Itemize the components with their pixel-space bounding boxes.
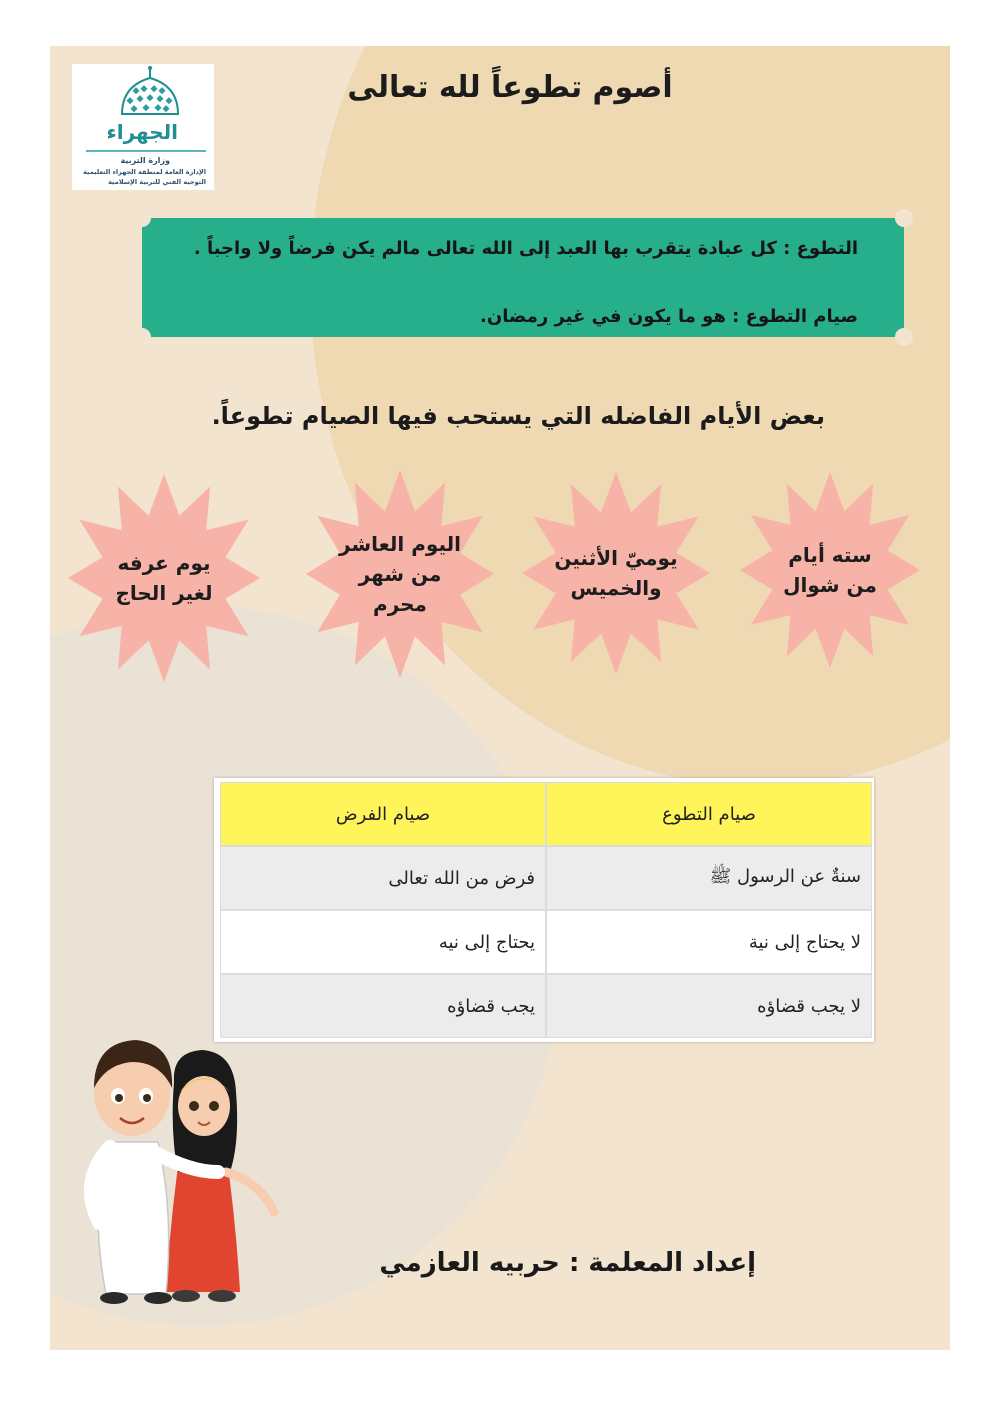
ministry-logo xyxy=(72,64,214,190)
logo-ministry-text: وزارة التربية xyxy=(120,156,170,165)
table-row xyxy=(220,974,872,1038)
star-badge-arafah xyxy=(68,474,260,682)
section-heading: بعض الأيام الفاضله التي يستحب فيها الصيام تطوعاً. xyxy=(211,402,825,430)
table-row xyxy=(220,910,872,974)
star-badge-ashura xyxy=(306,470,494,678)
table-row xyxy=(220,846,872,910)
star-text xyxy=(522,472,710,674)
children-illustration xyxy=(70,1022,290,1322)
box-notch xyxy=(895,209,913,227)
table-cell-tatawwu: سنةٌ عن الرسول ﷺ xyxy=(546,846,872,910)
definition-tatawwu: التطوع : كل عبادة يتقرب بها العبد إلى الله تعالى مالم يكن فرضاً ولا واجباً . xyxy=(193,238,858,259)
star-line: اليوم العاشر xyxy=(339,532,461,556)
star-line: يوم عرفه xyxy=(117,551,211,575)
star-line: محرم xyxy=(373,592,427,616)
star-line: لغير الحاج xyxy=(115,581,213,605)
logo-brand-text: الجهراء xyxy=(106,120,178,144)
table-cell-fard: يحتاج إلى نيه xyxy=(220,910,546,974)
logo-directorate-text: الإدارة العامة لمنطقة الجهراء التعليمية xyxy=(83,168,206,176)
star-line: يوميّ الأثنين xyxy=(554,546,678,570)
comparison-table xyxy=(214,778,874,1042)
box-notch xyxy=(895,328,913,346)
star-text xyxy=(740,472,920,668)
star-badge-shawwal xyxy=(740,472,920,668)
table-cell-tatawwu: لا يجب قضاؤه xyxy=(546,974,872,1038)
definition-siyam-tatawwu: صيام التطوع : هو ما يكون في غير رمضان. xyxy=(480,306,858,327)
table-header-fard: صيام الفرض xyxy=(220,782,546,846)
definition-box xyxy=(142,218,904,337)
table-header-row xyxy=(220,782,872,846)
box-notch xyxy=(133,209,151,227)
table-cell-fard: فرض من الله تعالى xyxy=(220,846,546,910)
page-title: أصوم تطوعاً لله تعالى xyxy=(347,70,673,105)
star-line: والخميس xyxy=(570,576,662,600)
star-badge-monday-thursday xyxy=(522,472,710,674)
logo-department-text: التوجيه الفني للتربية الإسلامية xyxy=(108,178,206,186)
star-line: من شهر xyxy=(358,562,442,586)
star-line: من شوال xyxy=(783,573,877,597)
table-header-tatawwu: صيام التطوع xyxy=(546,782,872,846)
box-notch xyxy=(133,328,151,346)
star-text xyxy=(306,470,494,678)
table-cell-tatawwu: لا يحتاج إلى نية xyxy=(546,910,872,974)
star-line: سته أيام xyxy=(788,543,872,567)
table-cell-fard: يجب قضاؤه xyxy=(220,974,546,1038)
author-credit: إعداد المعلمة : حربيه العازمي xyxy=(379,1248,756,1278)
star-text xyxy=(68,474,260,682)
